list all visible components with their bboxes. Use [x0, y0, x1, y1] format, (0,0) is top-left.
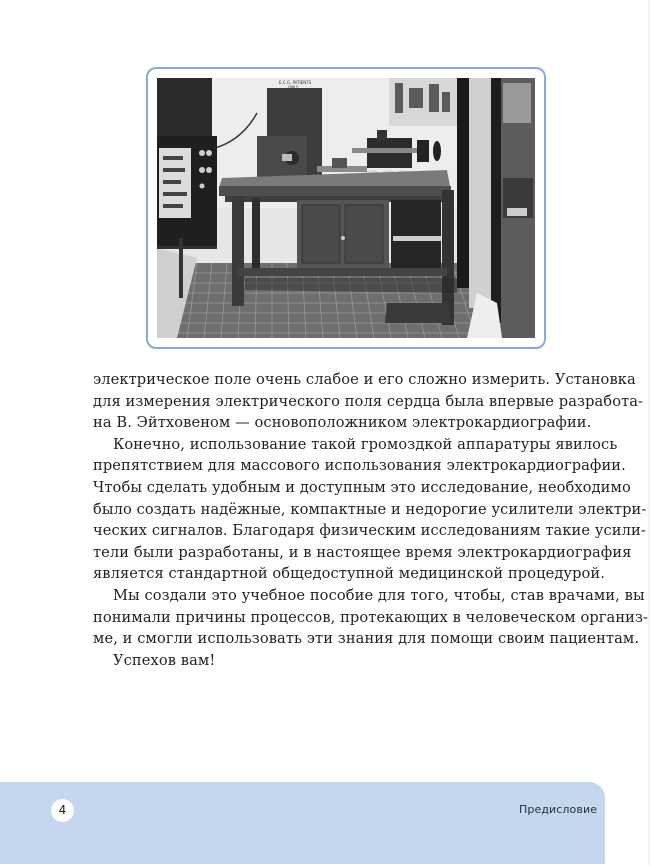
page-footer	[0, 782, 605, 864]
text-line: для измерения электрического поля сердца была впервые разработа-	[93, 392, 644, 410]
paragraph-start-line: Мы создали это учебное пособие для того, чтобы, став врачами, вы	[113, 586, 645, 604]
text-line: является стандартной общедоступной медицинской процедурой.	[93, 565, 605, 583]
text-line: препятствием для массового использования электрокардиографии.	[93, 457, 626, 475]
text-line: электрическое поле очень слабое и его сложно измерить. Установка	[93, 371, 636, 388]
text-line: было создать надёжные, компактные и недорогие усилители электри-	[93, 500, 647, 518]
text-line: на В. Эйтховеном — основоположником электрокардиографии.	[93, 414, 592, 432]
text-line: ческих сигналов. Благодаря физическим исследованиям такие усили-	[93, 522, 646, 540]
page-number: 4	[51, 799, 74, 822]
text-line: ме, и смогли использовать эти знания для помощи своим пациентам.	[93, 630, 640, 648]
text-line: понимали причины процессов, протекающих в человеческом организ-	[93, 608, 649, 626]
ecg-apparatus-illustration	[157, 78, 535, 338]
text-line: Чтобы сделать удобным и доступным это исследование, необходимо	[93, 478, 631, 496]
figure-frame	[146, 67, 546, 349]
text-line: тели были разработаны, и в настоящее время электрокардиография	[93, 543, 632, 561]
ecg-apparatus-photo	[157, 78, 535, 338]
svg-text:E.C.G. PATIENTS: E.C.G. PATIENTS	[279, 80, 312, 85]
body-text	[93, 369, 649, 671]
paragraph-start-line: Конечно, использование такой громоздкой аппаратуры явилось	[113, 435, 618, 453]
svg-text:ONLY: ONLY	[288, 85, 299, 90]
section-title: Предисловие	[519, 803, 598, 816]
closing-line: Успехов вам!	[113, 651, 216, 669]
